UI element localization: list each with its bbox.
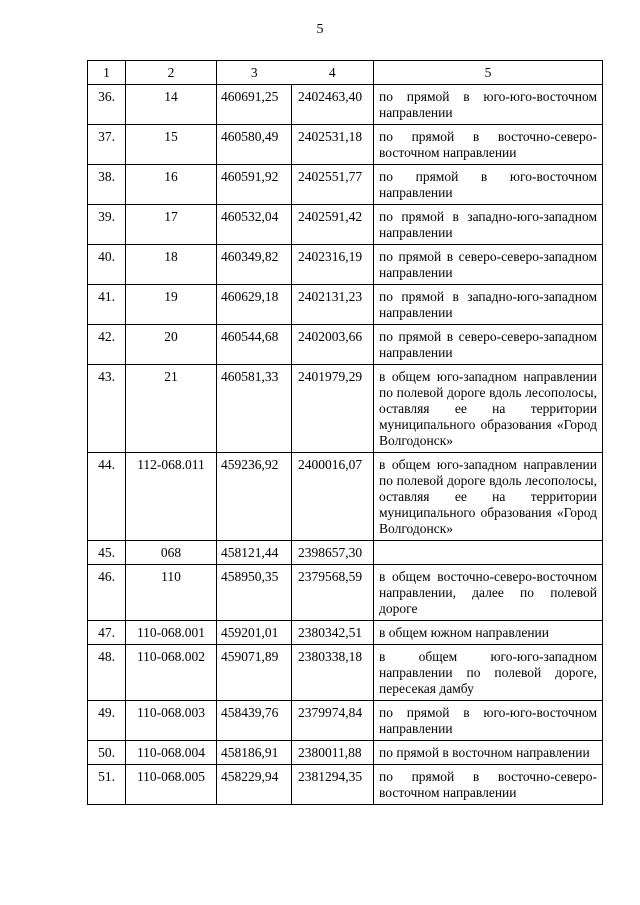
header-col-3: 3	[217, 61, 292, 85]
table-row	[88, 741, 603, 765]
table-row	[88, 701, 603, 741]
point-id: 19	[126, 285, 217, 325]
table-row	[88, 285, 603, 325]
header-col-4: 4	[292, 61, 374, 85]
point-id: 110-068.003	[126, 701, 217, 741]
row-number: 38.	[88, 165, 126, 205]
coord-y: 2402003,66	[292, 325, 374, 365]
coord-y: 2380342,51	[292, 621, 374, 645]
coord-x: 460629,18	[217, 285, 292, 325]
point-id: 21	[126, 365, 217, 453]
table-row	[88, 125, 603, 165]
point-id: 110-068.004	[126, 741, 217, 765]
direction-description: по прямой в восточном направлении	[374, 741, 603, 765]
direction-description: по прямой в восточно-северо-восточном направлении	[374, 125, 603, 165]
direction-description: по прямой в северо-северо-западном направлении	[374, 325, 603, 365]
page-number: 5	[316, 22, 324, 37]
coord-x: 458950,35	[217, 565, 292, 621]
point-id: 18	[126, 245, 217, 285]
row-number: 48.	[88, 645, 126, 701]
table-row	[88, 85, 603, 125]
coord-y: 2401979,29	[292, 365, 374, 453]
table-row	[88, 565, 603, 621]
coord-y: 2400016,07	[292, 453, 374, 541]
coord-x: 458439,76	[217, 701, 292, 741]
coord-y: 2402551,77	[292, 165, 374, 205]
row-number: 49.	[88, 701, 126, 741]
coord-y: 2402316,19	[292, 245, 374, 285]
coord-y: 2402131,23	[292, 285, 374, 325]
direction-description: по прямой в юго-юго-восточном направлении	[374, 701, 603, 741]
table-row	[88, 765, 603, 805]
row-number: 39.	[88, 205, 126, 245]
direction-description: в общем юго-западном направлении по полевой дороге вдоль лесополосы, оставляя ее на территории муниципального образования «Город Волгодонск»	[374, 453, 603, 541]
coord-x: 460349,82	[217, 245, 292, 285]
direction-description: по прямой в северо-северо-западном направлении	[374, 245, 603, 285]
table-header-row	[88, 61, 603, 85]
direction-description: по прямой в юго-восточном направлении	[374, 165, 603, 205]
row-number: 46.	[88, 565, 126, 621]
table-row	[88, 165, 603, 205]
table-row	[88, 365, 603, 453]
point-id: 17	[126, 205, 217, 245]
table-row	[88, 645, 603, 701]
coord-x: 458229,94	[217, 765, 292, 805]
coord-x: 458121,44	[217, 541, 292, 565]
point-id: 14	[126, 85, 217, 125]
table-row	[88, 621, 603, 645]
direction-description	[374, 541, 603, 565]
point-id: 20	[126, 325, 217, 365]
coord-y: 2380338,18	[292, 645, 374, 701]
row-number: 50.	[88, 741, 126, 765]
coord-x: 460591,92	[217, 165, 292, 205]
table-row	[88, 541, 603, 565]
table-row	[88, 245, 603, 285]
coord-x: 460691,25	[217, 85, 292, 125]
table-row	[88, 325, 603, 365]
row-number: 42.	[88, 325, 126, 365]
coord-y: 2381294,35	[292, 765, 374, 805]
coord-y: 2402531,18	[292, 125, 374, 165]
coord-y: 2402591,42	[292, 205, 374, 245]
point-id: 16	[126, 165, 217, 205]
row-number: 44.	[88, 453, 126, 541]
point-id: 110-068.002	[126, 645, 217, 701]
coord-x: 459071,89	[217, 645, 292, 701]
row-number: 47.	[88, 621, 126, 645]
row-number: 36.	[88, 85, 126, 125]
direction-description: по прямой в восточно-северо-восточном направлении	[374, 765, 603, 805]
point-id: 15	[126, 125, 217, 165]
direction-description: в общем южном направлении	[374, 621, 603, 645]
point-id: 110-068.005	[126, 765, 217, 805]
direction-description: в общем юго-западном направлении по полевой дороге вдоль лесополосы, оставляя ее на территории муниципального образования «Город Волгодонск»	[374, 365, 603, 453]
row-number: 40.	[88, 245, 126, 285]
coord-x: 459201,01	[217, 621, 292, 645]
point-id: 112-068.011	[126, 453, 217, 541]
point-id: 110	[126, 565, 217, 621]
header-col-2: 2	[126, 61, 217, 85]
coord-y: 2398657,30	[292, 541, 374, 565]
coord-y: 2402463,40	[292, 85, 374, 125]
table-row	[88, 453, 603, 541]
coord-x: 460581,33	[217, 365, 292, 453]
header-col-5: 5	[374, 61, 603, 85]
point-id: 110-068.001	[126, 621, 217, 645]
point-id: 068	[126, 541, 217, 565]
coord-x: 459236,92	[217, 453, 292, 541]
direction-description: по прямой в западно-юго-западном направлении	[374, 205, 603, 245]
direction-description: по прямой в западно-юго-западном направлении	[374, 285, 603, 325]
coord-y: 2380011,88	[292, 741, 374, 765]
coord-x: 460532,04	[217, 205, 292, 245]
header-col-1: 1	[88, 61, 126, 85]
coordinates-table	[87, 60, 603, 805]
row-number: 43.	[88, 365, 126, 453]
coord-x: 460580,49	[217, 125, 292, 165]
row-number: 51.	[88, 765, 126, 805]
row-number: 41.	[88, 285, 126, 325]
row-number: 37.	[88, 125, 126, 165]
coord-y: 2379974,84	[292, 701, 374, 741]
table-row	[88, 205, 603, 245]
direction-description: в общем восточно-северо-восточном направлении, далее по полевой дороге	[374, 565, 603, 621]
coord-y: 2379568,59	[292, 565, 374, 621]
direction-description: в общем юго-юго-западном направлении по полевой дороге, пересекая дамбу	[374, 645, 603, 701]
coord-x: 460544,68	[217, 325, 292, 365]
direction-description: по прямой в юго-юго-восточном направлении	[374, 85, 603, 125]
coord-x: 458186,91	[217, 741, 292, 765]
row-number: 45.	[88, 541, 126, 565]
